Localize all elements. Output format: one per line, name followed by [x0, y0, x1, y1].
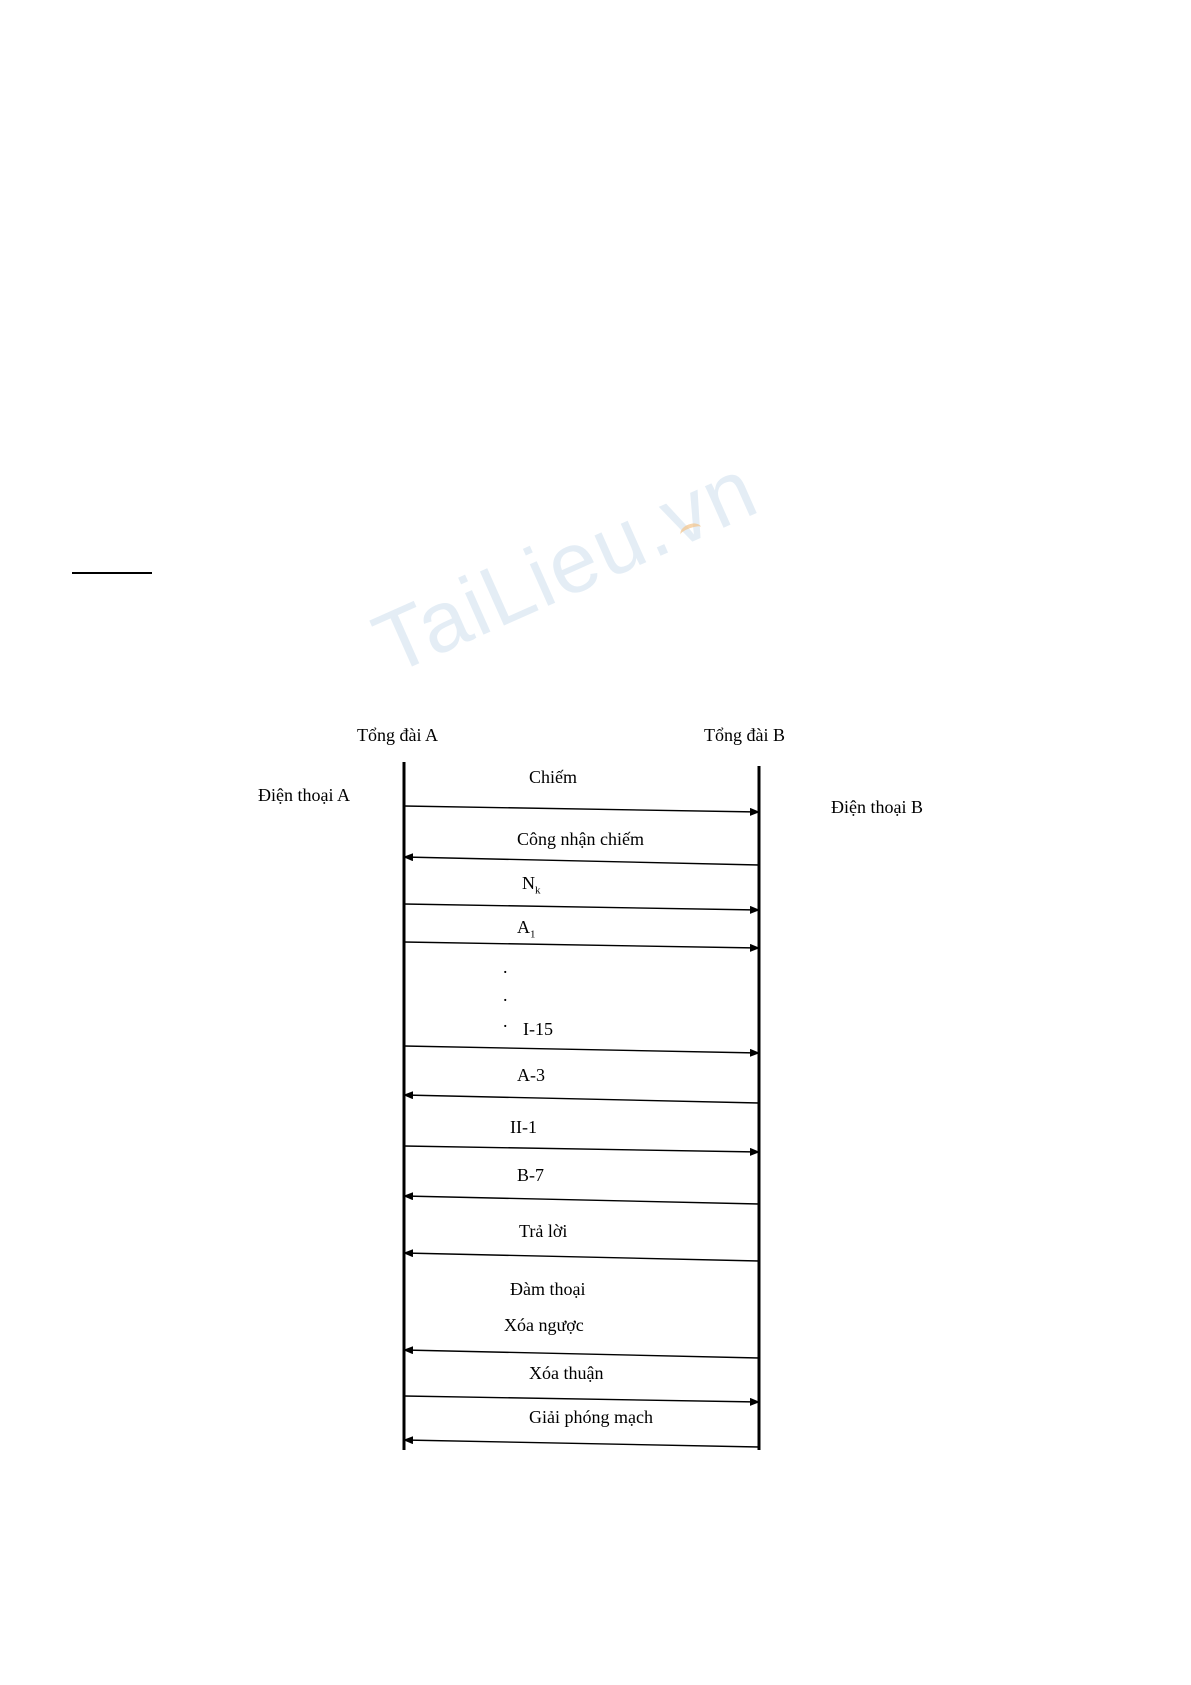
ellipsis-dot: .	[503, 1011, 508, 1031]
message-arrow	[404, 1440, 759, 1447]
message-arrow	[404, 1196, 759, 1204]
message-label: B-7	[517, 1165, 544, 1185]
message-arrow	[404, 1253, 759, 1261]
message-label: Chiếm	[529, 767, 577, 787]
message-arrow	[404, 1396, 759, 1402]
message-arrow	[404, 857, 759, 865]
message-label: II-1	[510, 1117, 537, 1137]
phone-b-label: Điện thoại B	[831, 797, 923, 817]
message-arrow	[404, 1350, 759, 1358]
conversation-label: Đàm thoại	[510, 1279, 586, 1299]
message-label: $A_1$	[517, 917, 536, 941]
message-label: Trả lời	[519, 1221, 568, 1241]
exchange-a-label: Tổng đài A	[357, 725, 438, 745]
message-label: I-15	[523, 1019, 553, 1039]
watermark: TaiLieu.vn	[360, 439, 772, 693]
message-arrow	[404, 1046, 759, 1053]
message-label: Xóa ngược	[504, 1315, 584, 1335]
message-label: Giải phóng mạch	[529, 1407, 653, 1427]
message-label: A-3	[517, 1065, 545, 1085]
message-arrow	[404, 806, 759, 812]
message-label: Xóa thuận	[529, 1363, 604, 1383]
message-label: Công nhận chiếm	[517, 829, 644, 849]
message-arrow	[404, 1146, 759, 1152]
phone-a-label: Điện thoại A	[258, 785, 350, 805]
message-arrow	[404, 1095, 759, 1103]
exchange-b-label: Tổng đài B	[704, 725, 785, 745]
message-label: $N_k$	[522, 873, 541, 897]
ellipsis-dot: .	[503, 957, 508, 977]
ellipsis-dot: .	[503, 985, 508, 1005]
message-arrow	[404, 904, 759, 910]
message-arrow	[404, 942, 759, 948]
